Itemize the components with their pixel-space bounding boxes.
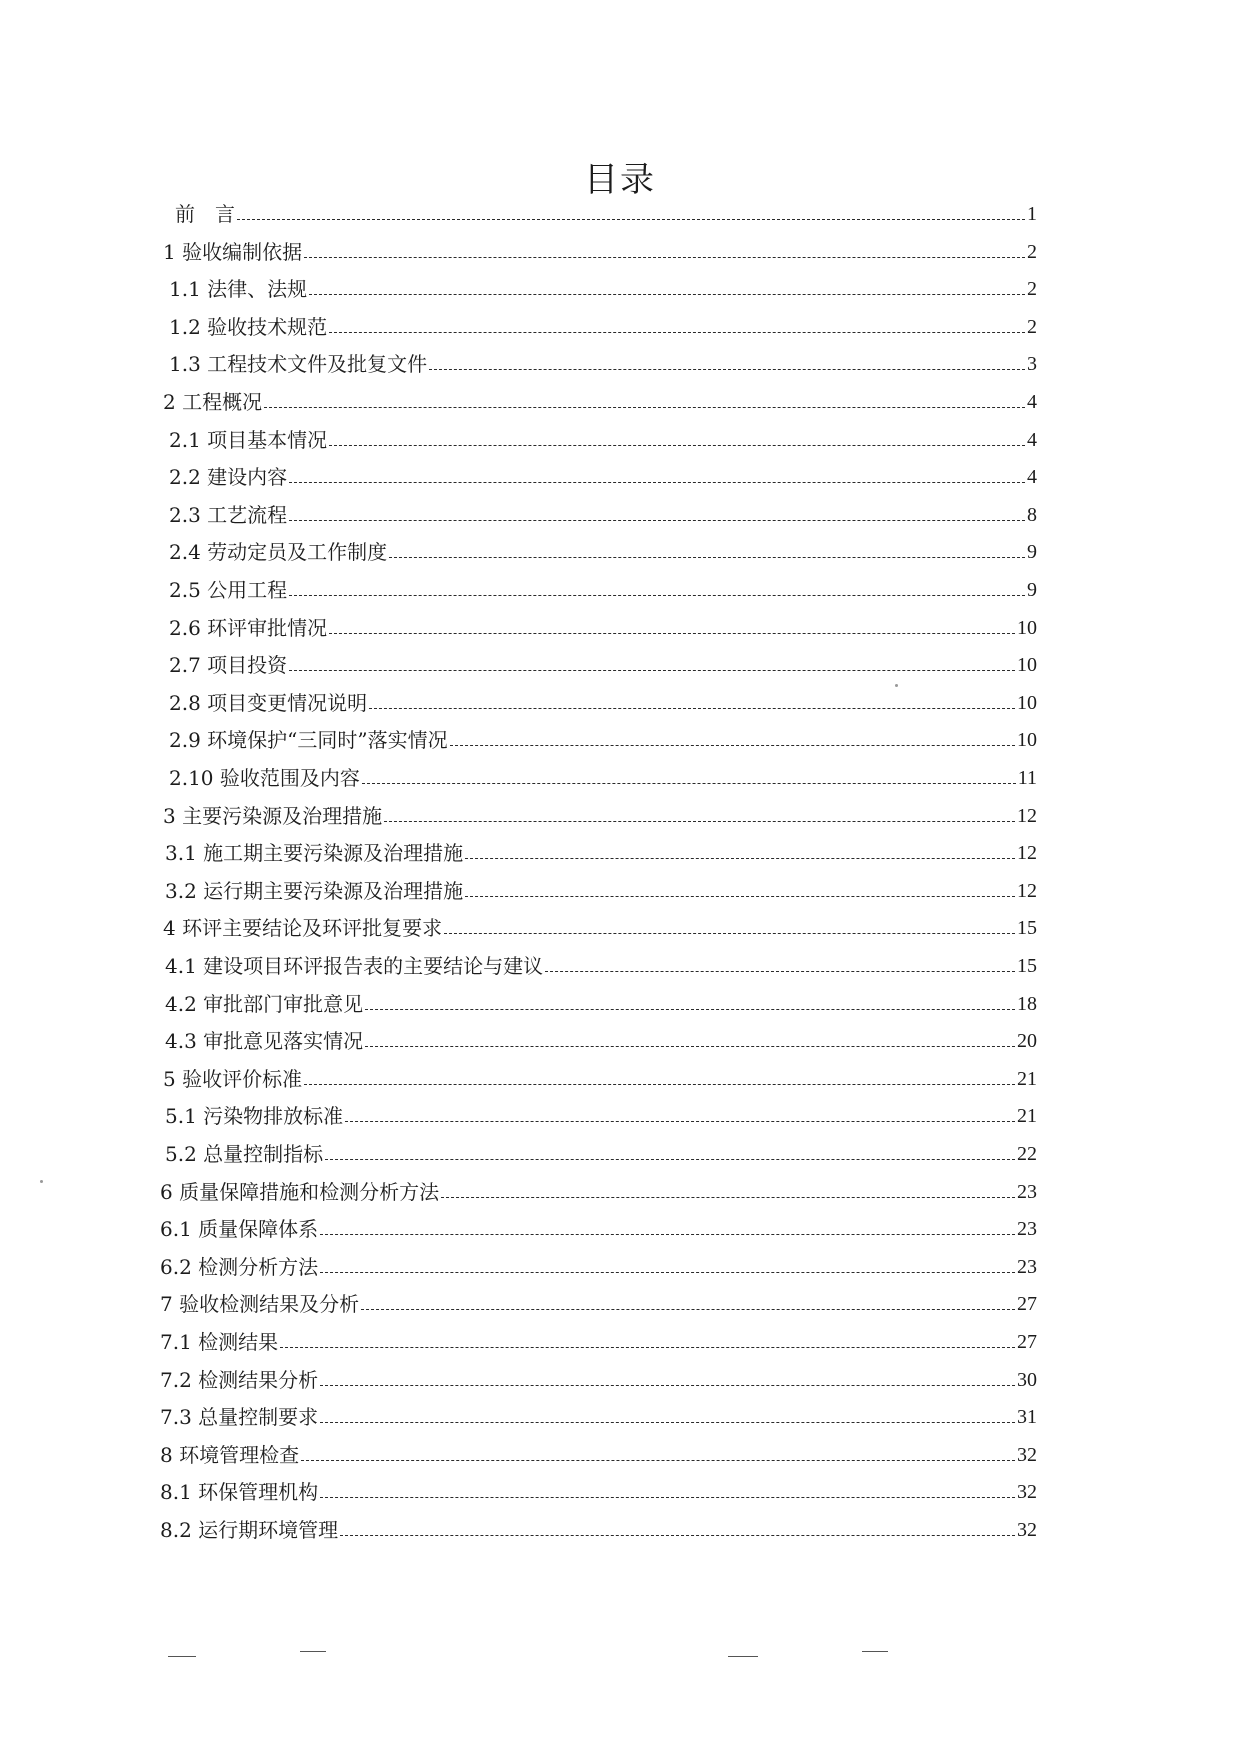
toc-dot-leader bbox=[309, 294, 1025, 295]
toc-dot-leader bbox=[384, 821, 1015, 822]
toc-entry-label: 5.1 污染物排放标准 bbox=[165, 1104, 344, 1129]
toc-dot-leader bbox=[444, 933, 1015, 934]
toc-entry-page-number: 8 bbox=[1027, 503, 1037, 526]
toc-entry-page-number: 2 bbox=[1027, 240, 1037, 263]
toc-dot-leader bbox=[325, 1159, 1015, 1160]
toc-entry-page-number: 4 bbox=[1027, 391, 1037, 413]
toc-entry-label: 1 验收编制依据 bbox=[163, 239, 303, 264]
toc-dot-leader bbox=[289, 670, 1015, 671]
toc-entry[interactable] bbox=[163, 384, 1037, 414]
toc-entry-label: 6.1 质量保障体系 bbox=[160, 1217, 319, 1242]
toc-entry-page-number: 9 bbox=[1027, 579, 1037, 601]
toc-entry-label: 2.1 项目基本情况 bbox=[169, 427, 328, 452]
toc-dot-leader bbox=[320, 1272, 1015, 1273]
toc-entry-label: 3.2 运行期主要污染源及治理措施 bbox=[165, 878, 464, 903]
toc-dot-leader bbox=[362, 783, 1016, 784]
toc-dot-leader bbox=[289, 482, 1025, 483]
scan-artifact-dot bbox=[895, 684, 898, 687]
toc-entry-page-number: 12 bbox=[1017, 804, 1037, 827]
toc-entry[interactable] bbox=[163, 910, 1037, 940]
scan-artifact-line bbox=[300, 1651, 326, 1652]
toc-entry-page-number: 12 bbox=[1017, 842, 1037, 865]
toc-entry-label: 2.8 项目变更情况说明 bbox=[169, 690, 368, 715]
toc-entry-label: 3 主要污染源及治理措施 bbox=[163, 803, 383, 828]
page-title: 目录 bbox=[584, 160, 656, 200]
toc-entry[interactable] bbox=[165, 873, 1037, 903]
toc-entry-label: 8.2 运行期环境管理 bbox=[160, 1518, 339, 1542]
toc-entry-page-number: 9 bbox=[1027, 541, 1037, 564]
scan-artifact-line bbox=[728, 1656, 758, 1657]
toc-entry-page-number: 31 bbox=[1017, 1406, 1037, 1429]
toc-entry-page-number: 12 bbox=[1017, 879, 1037, 902]
toc-entry-label: 7.3 总量控制要求 bbox=[160, 1405, 319, 1430]
toc-entry-page-number: 18 bbox=[1017, 992, 1037, 1015]
toc-entry-label: 4 环评主要结论及环评批复要求 bbox=[163, 916, 443, 941]
toc-entry[interactable] bbox=[160, 1249, 1037, 1279]
toc-entry-page-number: 11 bbox=[1017, 767, 1037, 789]
toc-entry[interactable] bbox=[160, 1286, 1037, 1316]
toc-entry-page-number: 4 bbox=[1027, 428, 1037, 451]
toc-entry-page-number: 22 bbox=[1017, 1143, 1037, 1165]
toc-entry[interactable] bbox=[169, 497, 1037, 527]
toc-entry-page-number: 15 bbox=[1017, 917, 1037, 940]
toc-dot-leader bbox=[345, 1121, 1015, 1122]
toc-entry-page-number: 21 bbox=[1017, 1105, 1037, 1128]
toc-entry-page-number: 3 bbox=[1027, 353, 1037, 376]
toc-entry-page-number: 1 bbox=[1027, 203, 1037, 225]
toc-dot-leader bbox=[329, 445, 1025, 446]
toc-entry[interactable] bbox=[169, 534, 1037, 564]
toc-dot-leader bbox=[280, 1347, 1015, 1348]
toc-entry[interactable] bbox=[169, 572, 1037, 602]
toc-entry-label: 1.3 工程技术文件及批复文件 bbox=[169, 352, 428, 377]
toc-entry-page-number: 4 bbox=[1027, 466, 1037, 489]
toc-entry-label: 前 言 bbox=[175, 202, 235, 226]
scan-artifact-line bbox=[168, 1656, 196, 1657]
toc-dot-leader bbox=[289, 595, 1025, 596]
toc-entry-page-number: 10 bbox=[1017, 691, 1037, 714]
toc-dot-leader bbox=[545, 971, 1015, 972]
toc-entry-label: 2 工程概况 bbox=[163, 390, 263, 414]
toc-entry-page-number: 10 bbox=[1017, 616, 1037, 639]
toc-entry-page-number: 27 bbox=[1017, 1331, 1037, 1353]
toc-entry[interactable] bbox=[160, 1512, 1037, 1542]
toc-entry-label: 2.3 工艺流程 bbox=[169, 502, 288, 527]
toc-dot-leader bbox=[441, 1197, 1015, 1198]
toc-entry[interactable] bbox=[160, 1399, 1037, 1429]
toc-dot-leader bbox=[369, 708, 1015, 709]
toc-entry-label: 7.2 检测结果分析 bbox=[160, 1367, 319, 1392]
toc-entry[interactable] bbox=[169, 346, 1037, 376]
toc-entry[interactable] bbox=[169, 647, 1037, 677]
toc-entry[interactable] bbox=[165, 986, 1037, 1016]
toc-entry[interactable] bbox=[160, 1437, 1037, 1467]
toc-dot-leader bbox=[304, 1084, 1015, 1085]
toc-dot-leader bbox=[264, 407, 1025, 408]
toc-dot-leader bbox=[329, 332, 1025, 333]
toc-entry-label: 4.3 审批意见落实情况 bbox=[165, 1029, 364, 1054]
toc-entry-page-number: 23 bbox=[1017, 1180, 1037, 1203]
toc-dot-leader bbox=[237, 219, 1025, 220]
scan-artifact-dot bbox=[40, 1180, 43, 1183]
toc-entry[interactable] bbox=[169, 422, 1037, 452]
toc-entry[interactable] bbox=[165, 1023, 1037, 1053]
toc-entry-page-number: 32 bbox=[1017, 1481, 1037, 1504]
toc-entry[interactable] bbox=[169, 309, 1037, 339]
toc-dot-leader bbox=[329, 633, 1015, 634]
toc-entry[interactable] bbox=[160, 1324, 1037, 1354]
toc-entry-label: 1.1 法律、法规 bbox=[169, 277, 308, 302]
toc-dot-leader bbox=[389, 557, 1025, 558]
toc-dot-leader bbox=[320, 1497, 1015, 1498]
toc-entry[interactable] bbox=[165, 948, 1037, 978]
toc-entry[interactable] bbox=[160, 1211, 1037, 1241]
toc-entry-page-number: 21 bbox=[1017, 1067, 1037, 1090]
toc-dot-leader bbox=[429, 369, 1025, 370]
toc-dot-leader bbox=[361, 1309, 1015, 1310]
toc-dot-leader bbox=[320, 1422, 1015, 1423]
toc-entry-page-number: 30 bbox=[1017, 1368, 1037, 1391]
toc-entry-label: 6.2 检测分析方法 bbox=[160, 1254, 319, 1279]
toc-entry[interactable] bbox=[160, 1474, 1037, 1504]
toc-entry-label: 2.4 劳动定员及工作制度 bbox=[169, 540, 388, 565]
toc-entry[interactable] bbox=[169, 760, 1037, 790]
toc-entry-label: 3.1 施工期主要污染源及治理措施 bbox=[165, 841, 464, 866]
scan-artifact-line bbox=[862, 1651, 888, 1652]
toc-entry[interactable] bbox=[169, 722, 1037, 752]
toc-entry-label: 8.1 环保管理机构 bbox=[160, 1480, 319, 1505]
toc-dot-leader bbox=[365, 1046, 1015, 1047]
toc-dot-leader bbox=[340, 1535, 1015, 1536]
toc-entry-page-number: 32 bbox=[1017, 1443, 1037, 1466]
toc-entry[interactable] bbox=[169, 271, 1037, 301]
toc-entry-label: 5.2 总量控制指标 bbox=[165, 1142, 324, 1166]
toc-entry-page-number: 10 bbox=[1017, 729, 1037, 752]
toc-entry-page-number: 27 bbox=[1017, 1293, 1037, 1316]
toc-entry-label: 6 质量保障措施和检测分析方法 bbox=[160, 1179, 440, 1204]
toc-entry-label: 2.6 环评审批情况 bbox=[169, 615, 328, 640]
toc-entry[interactable] bbox=[169, 610, 1037, 640]
toc-entry-page-number: 10 bbox=[1017, 654, 1037, 677]
toc-entry-label: 5 验收评价标准 bbox=[163, 1066, 303, 1091]
toc-entry[interactable] bbox=[175, 196, 1037, 226]
toc-entry-label: 2.10 验收范围及内容 bbox=[169, 766, 360, 790]
toc-entry[interactable] bbox=[160, 1174, 1037, 1204]
toc-dot-leader bbox=[365, 1009, 1015, 1010]
toc-entry-label: 4.1 建设项目环评报告表的主要结论与建议 bbox=[165, 954, 544, 978]
toc-entry[interactable] bbox=[165, 1136, 1037, 1166]
toc-entry[interactable] bbox=[169, 459, 1037, 489]
toc-entry[interactable] bbox=[163, 798, 1037, 828]
toc-entry-label: 1.2 验收技术规范 bbox=[169, 314, 328, 339]
toc-entry-page-number: 15 bbox=[1017, 955, 1037, 977]
toc-entry-label: 2.7 项目投资 bbox=[169, 653, 288, 678]
toc-dot-leader bbox=[320, 1385, 1015, 1386]
toc-entry[interactable] bbox=[160, 1362, 1037, 1392]
toc-entry-page-number: 32 bbox=[1017, 1519, 1037, 1541]
toc-entry[interactable] bbox=[163, 234, 1037, 264]
toc-entry-label: 2.2 建设内容 bbox=[169, 465, 288, 490]
toc-dot-leader bbox=[465, 896, 1015, 897]
toc-entry-page-number: 2 bbox=[1027, 278, 1037, 301]
toc-entry-page-number: 20 bbox=[1017, 1030, 1037, 1053]
toc-entry-label: 7 验收检测结果及分析 bbox=[160, 1292, 360, 1317]
toc-entry[interactable] bbox=[169, 685, 1037, 715]
toc-entry-page-number: 23 bbox=[1017, 1218, 1037, 1241]
toc-dot-leader bbox=[320, 1234, 1015, 1235]
toc-entry[interactable] bbox=[163, 1061, 1037, 1091]
toc-dot-leader bbox=[450, 745, 1015, 746]
toc-entry-label: 2.9 环境保护“三同时”落实情况 bbox=[169, 728, 448, 753]
toc-dot-leader bbox=[289, 520, 1025, 521]
toc-entry[interactable] bbox=[165, 835, 1037, 865]
toc-dot-leader bbox=[465, 858, 1015, 859]
toc-entry-label: 2.5 公用工程 bbox=[169, 578, 288, 602]
toc-entry-page-number: 2 bbox=[1027, 315, 1037, 338]
toc-entry-label: 7.1 检测结果 bbox=[160, 1330, 279, 1354]
toc-dot-leader bbox=[301, 1460, 1015, 1461]
toc-entry[interactable] bbox=[165, 1098, 1037, 1128]
toc-entry-page-number: 23 bbox=[1017, 1255, 1037, 1278]
toc-dot-leader bbox=[304, 257, 1025, 258]
toc-entry-label: 4.2 审批部门审批意见 bbox=[165, 991, 364, 1016]
toc-entry-label: 8 环境管理检查 bbox=[160, 1442, 300, 1467]
